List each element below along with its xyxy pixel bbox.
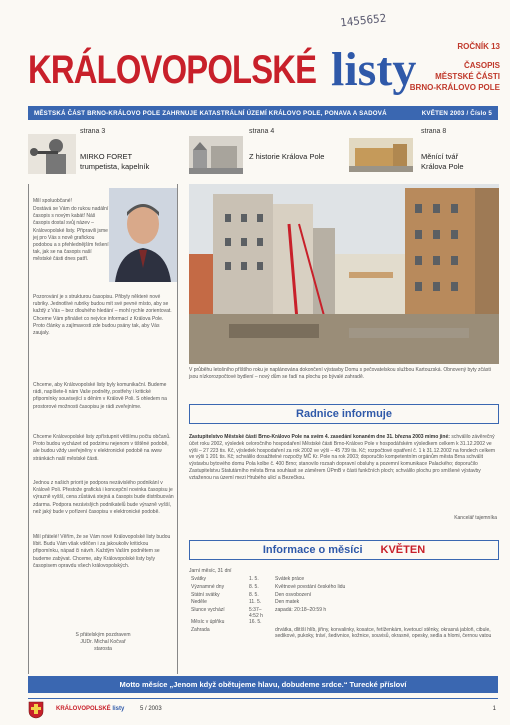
trumpeter-photo: [28, 134, 76, 174]
info-intro: Jarní měsíc, 31 dní: [189, 568, 232, 574]
table-row: Významné dny 8. 5. Květnové povstání českého lidu: [191, 583, 346, 590]
radnice-lead: Zastupitelstvo Městské části Brno-Královo Pole na svém 4. zasedání konaném dne 31. března 2003 mimo jiné:: [189, 434, 450, 440]
table-row: Měsíc v úplňku 16. 5.: [191, 619, 262, 626]
table-row: Státní svátky 8. 5. Den osvobození: [191, 591, 312, 598]
radnice-signature: Kancelář tajemníka: [454, 515, 497, 521]
header-band: [28, 106, 498, 120]
letter-paragraph-2: Pozorování je s strukturou časopisu. Přibyly některé nové rubriky. Jednotlivé rubriky budou mít své pevné místo, aby se každý z Vás – bez dlouhého hledání – mohl rychle zorientovat. Chceme Vám přinášet co nejvíce informací z Králova Pole. Proto články a zajímavosti zde budou psány tak, aby Vás zaujaly.: [33, 294, 172, 337]
info-table: [189, 576, 499, 639]
footer-title: KRÁLOVOPOLSKÉ listy: [56, 706, 125, 712]
radnice-text: [189, 434, 499, 482]
footer-issue: 5 / 2003: [140, 706, 162, 712]
footer: [28, 698, 498, 720]
table-row: Slunce vychází 5:37–4:52 h zapadá: 20:18–20:59 h: [191, 607, 327, 620]
letter-paragraph-3: Chceme, aby Královopolské listy byly komunikační. Budeme rádi, napíšete-li nám Vaše podněty, postřehy i kritické připomínky související s děním v Králově Poli. S ohledem na prostorové možnosti časopisu je rádi zveřejníme.: [33, 382, 167, 410]
band-issue: KVĚTEN 2003 / Číslo 5: [421, 109, 492, 117]
history-photo: [189, 136, 243, 174]
masthead-title: KRÁLOVOPOLSKÉ: [28, 48, 317, 92]
letter-paragraph-5: Jednou z našich priorit je podpora nezávislého podnikání v Králově Poli. Přestože grafická i koncepční novinka časopisu je výrazně vyšší, cena zůstává stejná a časopis bude distribuován zdarma. Podpora nezávislých podnikatelů bude výrazně vyšší, než jaký bude v pořízení časopisu v elektronické podobě.: [33, 480, 174, 515]
letter-paragraph-4: Chceme Královopolské listy zpřístupnit většímu počtu občanů. Proto budou vycházet od podzimu nejenom v tištěné podobě, ale budou vždy uveřejněny v elektronické podobě na www stránkách naší městské části.: [33, 434, 171, 462]
motto-band: Motto měsíce „Jenom když obětujeme hlavu, dobudeme srdce.“ Turecké přísloví: [28, 676, 498, 693]
table-row: Neděle 11. 5. Den matek: [191, 599, 300, 606]
table-row: Svátky 1. 5. Svátek práce: [191, 576, 305, 582]
band-territory: MĚSTSKÁ ČÁST BRNO-KRÁLOVO POLE ZAHRNUJE KATASTRÁLNÍ ÚZEMÍ KRÁLOVO POLE, PONAVA A SADOVÁ: [34, 109, 387, 117]
page-number: 1: [492, 706, 496, 712]
letter-signature: S přátelským pozdravem JUDr. Michal Kočvař starosta: [75, 632, 131, 652]
changing-face-photo: [349, 138, 413, 172]
volume-label: ROČNÍK 13: [457, 42, 500, 51]
mayor-portrait: [109, 188, 177, 282]
masthead-accent: listy: [331, 43, 417, 96]
handwritten-note: 1455652: [339, 11, 387, 30]
table-row: Zahrada drvátka, dlitíší hlíb, jiřiny, konvalinky, kosatce, řetíženkám, kvetoucí stěnky, okrasná jabloň, cibule, sedikové, pukoky, tráví, šedivnice, kožnice, souvisů, okrasné, opesky, sedla a hlomi, černou vatou: [191, 626, 492, 639]
radnice-body: schválilo závěrečný účet roku 2002, výsledek celoročního hospodaření Městské části Brno-Královo Pole v hospodářském výsledkem celkem k 31.12.2002 ve výši – 27 223 tis. Kč, výsledek hospodaření za rok 2002 ve výši – 45 739 tis. Kč; rozpočtové opatření č. 1 k 31.12.2002 na fondech celkem ve výši 1 201 tis. Kč; schválilo dosažitelné rozpočty MČ Kr. Pole na rok 2003; doporučilo kompetentním orgánům města Brna schválit výstavbu bytového domu Pola kolbe č. 400 Brno; stanovilo rozsah dopravní obsluhy a pozemní komunikace Palackého; doporučilo Zastupitelstvu Statutárního města Brna souhlasit se záměrem ÚPmB v části funkčních ploch; schválilo plochu pro smíšené výstavby vztaženou na území mezi Hrubého ulicí a Bezečkou.: [189, 434, 496, 481]
construction-photo: [189, 184, 499, 364]
mayor-letter: [28, 184, 178, 674]
tagline: ČASOPIS MĚSTSKÉ ČÁSTI BRNO-KRÁLOVO POLE: [409, 61, 500, 92]
letter-salutation: Milí spoluobčané!: [33, 198, 72, 204]
photo-caption: V průběhu letošního příštího roku je naplánována dokončení výstavby Domu s pečovatelskou službou Kartouzská. Obnovený byty zčásti jsou nízkorozpočtové bydlení – nový dům se řadí na plochu po bývalé zahradě.: [189, 367, 491, 380]
radnice-heading: Radnice informuje: [189, 404, 499, 424]
letter-paragraph-1: Dostává se Vám do rukou nadální časopis s novým kabát! Náš časopis dostal svůj název – Královopolské listy. Připravili jsme jej pro Vás s nově grafickou podobou a s přehlednějším řešení tak, jak se na časopis naší městské části dnes patří.: [33, 206, 109, 263]
teaser-3[interactable]: strana 8 Měnící tvář Králova Pole: [349, 128, 499, 178]
letter-paragraph-6: Milí přátelé! Věřím, že se Vám nové Královopolské listy budou líbit. Budu Vám však vděčen i za jakoukoliv kritickou připomínku, nápad či návrh. Každým Vaším podnětem se budeme zabývat. Chceme, aby Královopolské listy byly časopisem opravdu všech královopolských.: [33, 534, 171, 569]
teaser-1[interactable]: strana 3 MIRKO FORET trumpetista, kapelník: [28, 128, 178, 178]
teaser-2[interactable]: strana 4 Z historie Králova Pole: [189, 128, 339, 178]
crest-icon: [28, 701, 44, 719]
info-heading: Informace o měsíci KVĚTEN: [189, 540, 499, 560]
